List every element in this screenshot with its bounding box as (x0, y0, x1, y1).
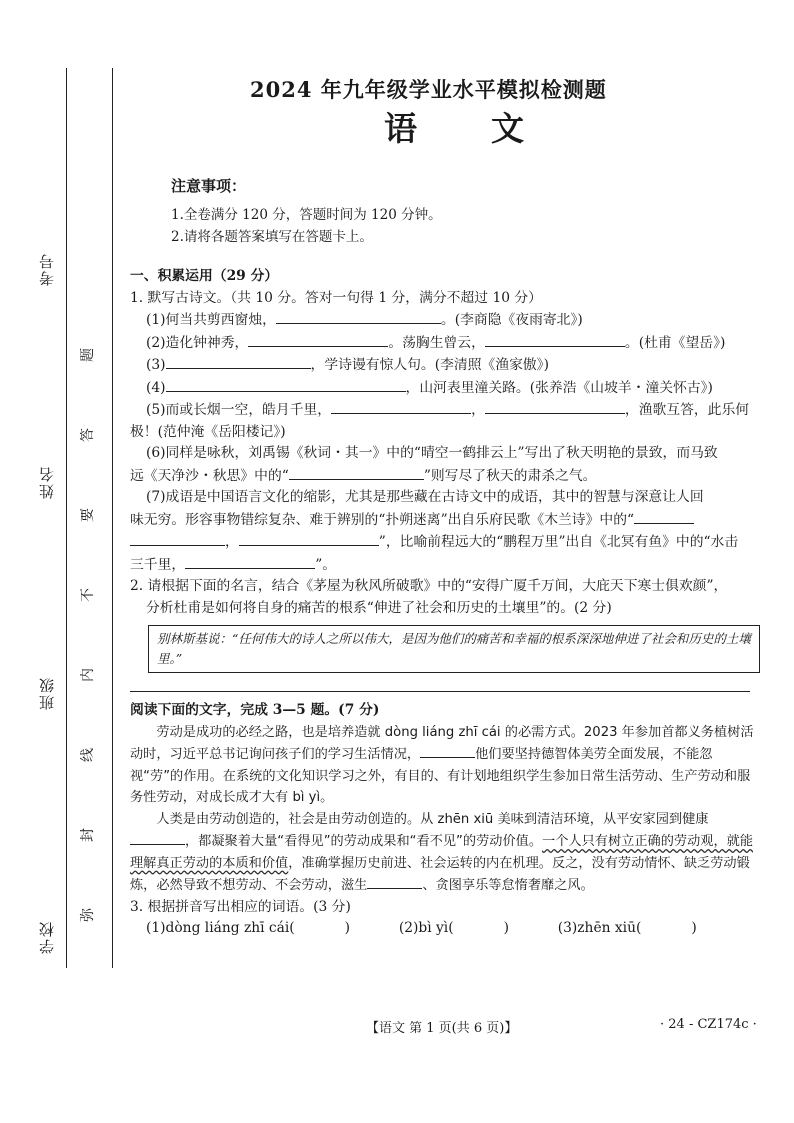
note-item: 2.请将各题答案填写在答题卡上。 (171, 229, 373, 245)
answer-blank[interactable] (130, 531, 225, 546)
reading-intro: 阅读下面的文字，完成 3—5 题。(7 分) (130, 702, 380, 718)
wavy-underlined-sentence: 一个人只有树立正确的劳动观，就能理解真正劳动的本质和价值 (130, 834, 754, 871)
q1-line-3: (3) ，学诗谩有惊人句。(李清照《渔家傲》) (130, 354, 760, 377)
seal-line-warning: 题 答 要 不 内 线 封 弥 (80, 348, 96, 922)
exam-number-label: 考号 (38, 252, 56, 286)
q1-line-5-cont: 极！(范仲淹《岳阳楼记》) (130, 423, 286, 440)
answer-blank[interactable] (239, 531, 379, 546)
page-footer: 【语文 第 1 页(共 6 页)】 (366, 1021, 518, 1036)
answer-blank[interactable] (276, 309, 441, 324)
reading-paragraph-2: 人类是由劳动创造的，社会是由劳动创造的。从 zhēn xiū 美味到清洁环境，从平安家园到健康，都凝聚着大量“看得见”的劳动成果和“看不见”的劳动价值。一个人只有树立正确的劳动观，就能理解真正劳动的本质和价值，准确掌握历史前进、社会运转的内在机理。反之，没有劳动情怀、缺乏劳动锻炼，必然导致不想劳动、不会劳动，滋生 、贪图享乐等怠惰奢靡之风。 (130, 811, 754, 893)
notes-heading: 注意事项： (171, 177, 247, 195)
q1-line-4: (4) ，山河表里潼关路。(张养浩《山坡羊・潼关怀古》) (130, 377, 760, 400)
q2-stem-cont: 分析杜甫是如何将自身的痛苦的根系“伸进了社会和历史的土壤里”的。(2 分) (146, 599, 612, 616)
q1-line-6: (6)同样是咏秋，刘禹锡《秋词・其一》中的“晴空一鹤排云上”写出了秋天明艳的景致，而马致 (146, 445, 718, 461)
quote-box: 别林斯基说：“任何伟大的诗人之所以伟大，是因为他们的痛苦和幸福的根系深深地伸进了社会和历史的土壤里。” (148, 625, 760, 673)
q1-line-6-cont: 远《天净沙・秋思》中的“ ”则写尽了秋天的肃杀之气。 (130, 465, 760, 488)
note-item: 1.全卷满分 120 分，答题时间为 120 分钟。 (171, 207, 442, 223)
question-content (130, 266, 760, 940)
answer-blank[interactable] (248, 332, 388, 347)
answer-blank[interactable] (185, 554, 315, 569)
answer-blank[interactable] (485, 332, 625, 347)
q1-line-7-cont: 味无穷。形容事物错综复杂、难于辨别的“扑朔迷离”出自乐府民歌《木兰诗》中的“ (130, 509, 760, 532)
margin-line-outer (66, 68, 67, 968)
q2-stem: 2. 请根据下面的名言，结合《茅屋为秋风所破歌》中的“安得广厦千万间，大庇天下寒士俱欢颜”， (130, 578, 728, 594)
q1-line-2: (2)造化钟神秀， 。荡胸生曾云， 。(杜甫《望岳》) (130, 332, 760, 355)
answer-blank[interactable] (130, 830, 185, 845)
answer-blank[interactable] (485, 399, 625, 414)
class-label: 班级 (38, 676, 56, 710)
q3-items: (1)dòng liáng zhī cái( ) (2)bì yì( ) (3)zhēn xiū( ) (146, 920, 697, 936)
answer-blank[interactable] (634, 509, 694, 524)
q1-line-7: (7)成语是中国语言文化的缩影，尤其是那些藏在古诗文中的成语，其中的智慧与深意让人回 (146, 489, 704, 505)
name-label: 姓名 (38, 465, 56, 499)
exam-title: 2024 年九年级学业水平模拟检测题 (250, 77, 607, 102)
section-heading: 一、积累运用（29 分） (130, 268, 279, 284)
q1-line-1: (1)何当共剪西窗烛， 。(李商隐《夜雨寄北》) (130, 309, 760, 332)
q1-stem: 1. 默写古诗文。（共 10 分。答对一句得 1 分，满分不超过 10 分） (130, 289, 542, 306)
answer-blank[interactable] (166, 377, 406, 392)
answer-blank[interactable] (420, 743, 475, 758)
answer-blank[interactable] (166, 354, 311, 369)
exam-code: · 24 - CZ174c · (660, 1017, 757, 1032)
q3-stem: 3. 根据拼音写出相应的词语。(3 分) (130, 898, 351, 915)
reading-paragraph-1: 劳动是成功的必经之路，也是培养造就 dòng liáng zhī cái 的必需方式。2023 年参加首都义务植树活动时，习近平总书记询问孩子们的学习生活情况， 他们要坚持德智体美劳全面发展，不能忽视“劳”的作用。在系统的文化知识学习之外，有目的、有计划地组织学生参加日常生活劳动、生产劳动和服务性劳动，对成长成才大有 bì yì。 (130, 724, 754, 805)
q1-line-7-cont2: ， ”，比喻前程远大的“鹏程万里”出自《北冥有鱼》中的“水击 (130, 531, 760, 554)
answer-blank[interactable] (289, 465, 424, 480)
divider (130, 691, 750, 692)
margin-line-inner (112, 68, 113, 968)
subject-title: 语文 (384, 109, 598, 148)
q1-line-5: (5)而或长烟一空，皓月千里， ， ，渔歌互答，此乐何 (130, 399, 760, 422)
answer-blank[interactable] (331, 399, 471, 414)
school-label: 学校 (38, 920, 56, 954)
answer-blank[interactable] (367, 874, 422, 889)
q1-line-7-cont3: 三千里， ”。 (130, 554, 760, 577)
